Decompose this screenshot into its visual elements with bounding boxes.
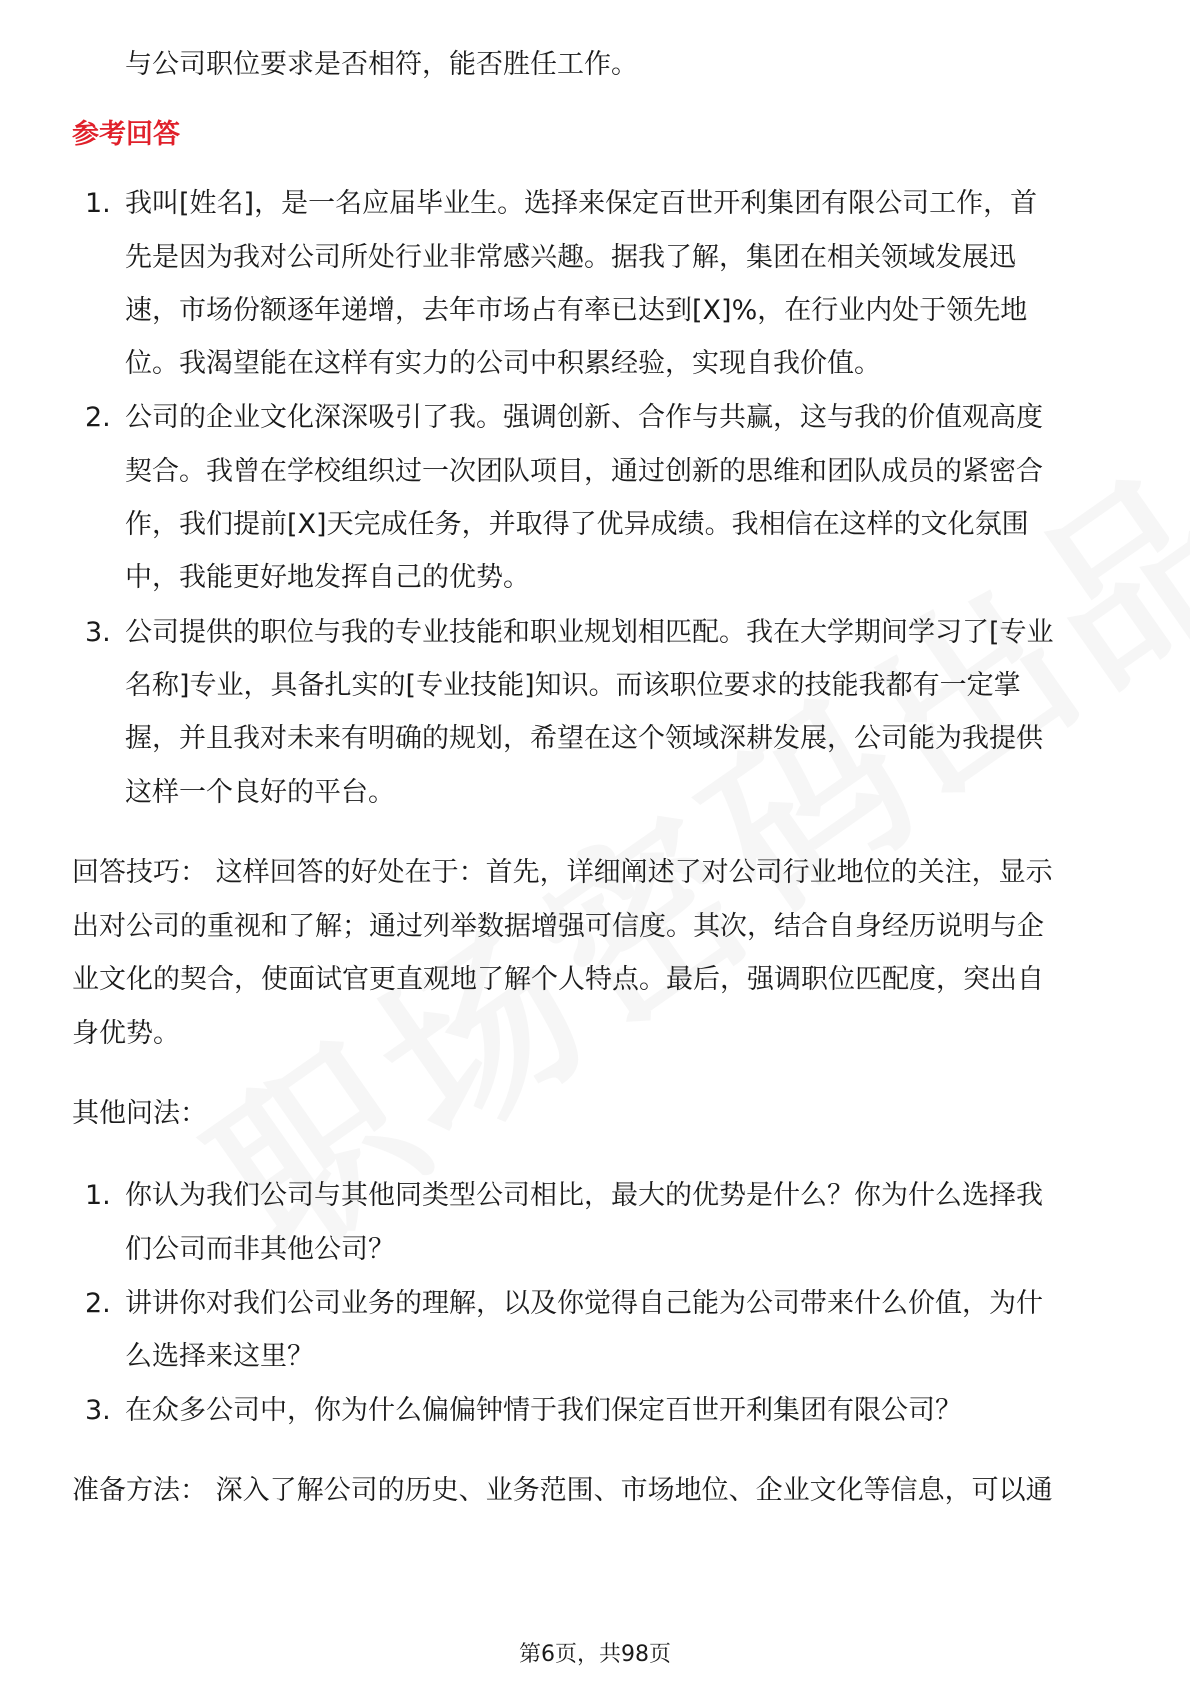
answer-line: 这样一个良好的平台。 <box>125 777 395 808</box>
reference-heading: 参考回答 <box>72 119 180 150</box>
answer-line: 位。我渴望能在这样有实力的公司中积累经验，实现自我价值。 <box>125 348 881 379</box>
question-line: 在众多公司中，你为什么偏偏钟情于我们保定百世开利集团有限公司？ <box>125 1395 962 1426</box>
question-line: 讲讲你对我们公司业务的理解，以及你觉得自己能为公司带来什么价值，为什 <box>125 1288 1043 1319</box>
answer-line: 名称]专业，具备扎实的[专业技能]知识。而该职位要求的技能我都有一定掌 <box>125 670 1021 701</box>
prep-method-line: 准备方法： 深入了解公司的历史、业务范围、市场地位、企业文化等信息，可以通 <box>72 1475 1053 1506</box>
answer-number: 1. <box>85 188 111 219</box>
page-footer: 第6页，共98页 <box>519 1642 671 1667</box>
answer-line: 握，并且我对未来有明确的规划，希望在这个领域深耕发展，公司能为我提供 <box>125 723 1043 754</box>
question-line: 们公司而非其他公司？ <box>125 1234 395 1265</box>
answer-line: 契合。我曾在学校组织过一次团队项目，通过创新的思维和团队成员的紧密合 <box>125 456 1043 487</box>
question-line: 你认为我们公司与其他同类型公司相比，最大的优势是什么？你为什么选择我 <box>125 1180 1043 1211</box>
other-questions-heading: 其他问法： <box>72 1098 207 1129</box>
intro-tail: 与公司职位要求是否相符，能否胜任工作。 <box>125 49 638 80</box>
answer-line: 公司提供的职位与我的专业技能和职业规划相匹配。我在大学期间学习了[专业 <box>125 617 1054 648</box>
question-number: 1. <box>85 1180 111 1211</box>
tips-line: 回答技巧： 这样回答的好处在于：首先，详细阐述了对公司行业地位的关注，显示 <box>72 857 1053 888</box>
tips-line: 业文化的契合，使面试官更直观地了解个人特点。最后，强调职位匹配度，突出自 <box>72 964 1044 995</box>
question-number: 3. <box>85 1395 111 1426</box>
answer-line: 先是因为我对公司所处行业非常感兴趣。据我了解，集团在相关领域发展迅 <box>125 242 1016 273</box>
answer-line: 公司的企业文化深深吸引了我。强调创新、合作与共赢，这与我的价值观高度 <box>125 402 1043 433</box>
answer-line: 中，我能更好地发挥自己的优势。 <box>125 562 530 593</box>
answer-line: 作，我们提前[X]天完成任务，并取得了优异成绩。我相信在这样的文化氛围 <box>125 509 1029 540</box>
answer-number: 2. <box>85 402 111 433</box>
question-line: 么选择来这里？ <box>125 1341 314 1372</box>
tips-line: 出对公司的重视和了解；通过列举数据增强可信度。其次，结合自身经历说明与企 <box>72 911 1044 942</box>
answer-number: 3. <box>85 617 111 648</box>
question-number: 2. <box>85 1288 111 1319</box>
tips-line: 身优势。 <box>72 1018 180 1049</box>
answer-line: 速，市场份额逐年递增，去年市场占有率已达到[X]%，在行业内处于领先地 <box>125 295 1028 326</box>
answer-line: 我叫[姓名]，是一名应届毕业生。选择来保定百世开利集团有限公司工作，首 <box>125 188 1038 219</box>
